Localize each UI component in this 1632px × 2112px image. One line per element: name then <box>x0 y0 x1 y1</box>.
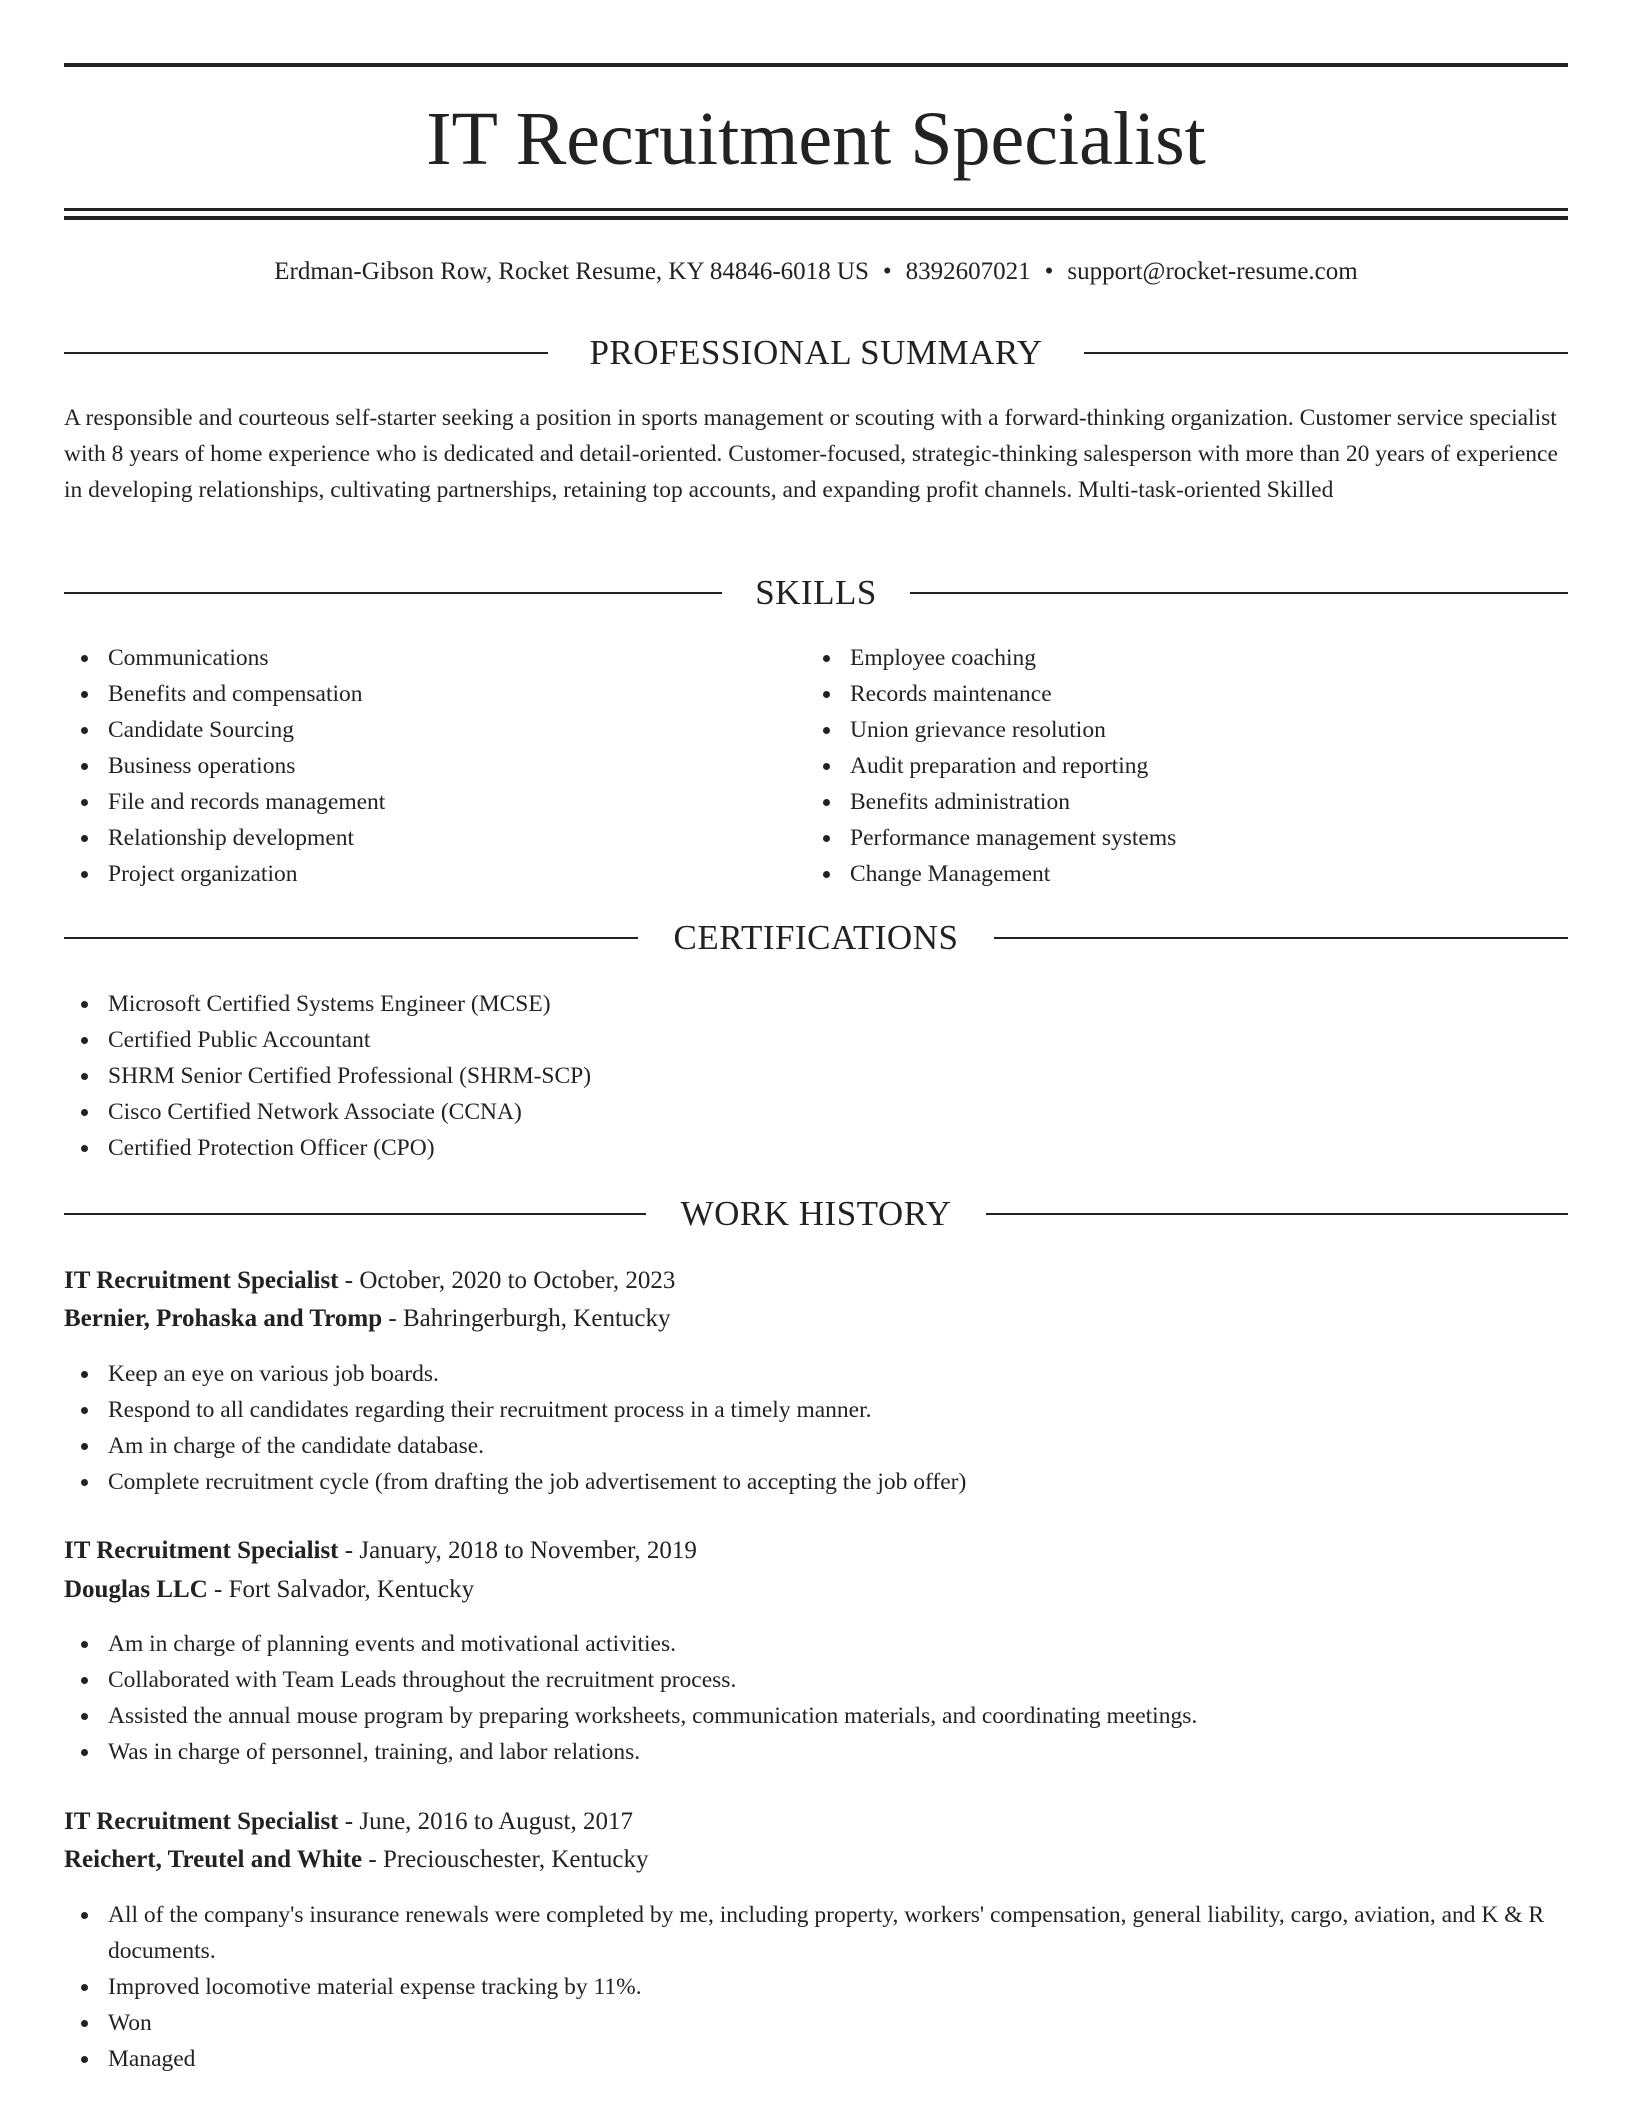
job-company-line <box>64 1302 670 1336</box>
section-heading-label: PROFESSIONAL SUMMARY <box>589 333 1043 372</box>
job-bullet: Am in charge of the candidate database. <box>64 1428 1568 1464</box>
job-company: Bernier, Prohaska and Tromp <box>64 1305 383 1332</box>
job-dates: October, 2020 to October, 2023 <box>359 1267 676 1294</box>
job-bullet: All of the company's insurance renewals were completed by me, including property, workers' compensation, general liability, cargo, aviation, and K & R documents. <box>64 1897 1568 1969</box>
skill-item: Communications <box>64 640 804 676</box>
job-bullet: Was in charge of personnel, training, and labor relations. <box>64 1734 1568 1770</box>
job-title-line <box>64 1264 675 1298</box>
job-bullet: Keep an eye on various job boards. <box>64 1356 1568 1392</box>
dash: - <box>344 1808 354 1835</box>
certification-item: SHRM Senior Certified Professional (SHRM-SCP) <box>64 1058 1568 1094</box>
job-title-line <box>64 1805 633 1839</box>
skill-item: File and records management <box>64 784 804 820</box>
skills-list-left <box>64 640 804 892</box>
contact-email: support@rocket-resume.com <box>1067 258 1358 285</box>
contact-line <box>64 255 1568 289</box>
skill-item: Project organization <box>64 856 804 892</box>
certification-item: Cisco Certified Network Associate (CCNA) <box>64 1094 1568 1130</box>
section-heading-skills <box>64 573 1568 613</box>
skill-item: Performance management systems <box>806 820 1546 856</box>
job-dates: June, 2016 to August, 2017 <box>359 1808 633 1835</box>
job-company-line <box>64 1573 474 1607</box>
section-heading-label: CERTIFICATIONS <box>673 918 959 957</box>
job-title-line <box>64 1534 697 1568</box>
job-bullet: Am in charge of planning events and motivational activities. <box>64 1626 1568 1662</box>
dash: - <box>344 1267 354 1294</box>
job-bullet: Won <box>64 2005 1568 2041</box>
dash: - <box>368 1846 377 1873</box>
skill-item: Candidate Sourcing <box>64 712 804 748</box>
job-location: Bahringerburgh, Kentucky <box>402 1305 671 1332</box>
job-bullet: Improved locomotive material expense tracking by 11%. <box>64 1969 1568 2005</box>
certification-item: Certified Protection Officer (CPO) <box>64 1130 1568 1166</box>
section-heading-certifications <box>64 918 1568 958</box>
dash: - <box>214 1576 223 1603</box>
job-bullet: Collaborated with Team Leads throughout the recruitment process. <box>64 1662 1568 1698</box>
contact-address: Erdman-Gibson Row, Rocket Resume, KY 84846-6018 US <box>274 258 869 285</box>
contact-separator: • <box>882 258 892 285</box>
section-heading-summary <box>64 333 1568 373</box>
job-bullet: Respond to all candidates regarding their recruitment process in a timely manner. <box>64 1392 1568 1428</box>
job-company: Douglas LLC <box>64 1576 208 1603</box>
job-bullets <box>64 1356 1568 1500</box>
skill-item: Change Management <box>806 856 1546 892</box>
job-bullet: Complete recruitment cycle (from drafting the job advertisement to accepting the job offer) <box>64 1464 1568 1500</box>
section-heading-label: SKILLS <box>755 573 877 612</box>
skill-item: Benefits administration <box>806 784 1546 820</box>
skill-item: Audit preparation and reporting <box>806 748 1546 784</box>
contact-phone: 8392607021 <box>905 258 1031 285</box>
job-company: Reichert, Treutel and White <box>64 1846 363 1873</box>
skill-item: Records maintenance <box>806 676 1546 712</box>
job-location: Preciouschester, Kentucky <box>382 1846 649 1873</box>
job-title: IT Recruitment Specialist <box>64 1808 339 1835</box>
job-bullet: Assisted the annual mouse program by preparing worksheets, communication materials, and coordinating meetings. <box>64 1698 1568 1734</box>
job-bullets <box>64 1897 1568 2077</box>
job-bullets <box>64 1626 1568 1770</box>
certification-item: Microsoft Certified Systems Engineer (MCSE) <box>64 986 1568 1022</box>
job-company-line <box>64 1843 649 1877</box>
dash: - <box>344 1537 354 1564</box>
skills-list-right <box>806 640 1546 892</box>
certification-item: Certified Public Accountant <box>64 1022 1568 1058</box>
summary-text: A responsible and courteous self-starter seeking a position in sports management or scouting with a forward-thinking organization. Customer service specialist with 8 years of home experience who is dedicated and detail-oriented. Customer-focused, strategic-thinking salesperson with more than 20 years of experience in developing relationships, cultivating partnerships, retaining top accounts, and expanding profit channels. Multi-task-oriented Skilled <box>64 405 1558 503</box>
page-title: IT Recruitment Specialist <box>426 97 1206 181</box>
skill-item: Benefits and compensation <box>64 676 804 712</box>
skill-item: Relationship development <box>64 820 804 856</box>
job-title: IT Recruitment Specialist <box>64 1267 339 1294</box>
job-bullet: Managed <box>64 2041 1568 2077</box>
job-dates: January, 2018 to November, 2019 <box>359 1537 697 1564</box>
job-location: Fort Salvador, Kentucky <box>228 1576 475 1603</box>
dash: - <box>388 1305 397 1332</box>
certifications-list <box>64 986 1568 1166</box>
header-bottom-rule <box>64 208 1568 211</box>
skill-item: Employee coaching <box>806 640 1546 676</box>
skill-item: Business operations <box>64 748 804 784</box>
header-top-rule <box>64 63 1568 67</box>
section-heading-label: WORK HISTORY <box>680 1194 952 1233</box>
header-bottom-rule <box>64 216 1568 220</box>
contact-separator: • <box>1044 258 1054 285</box>
skill-item: Union grievance resolution <box>806 712 1546 748</box>
section-heading-work-history <box>64 1194 1568 1234</box>
job-title: IT Recruitment Specialist <box>64 1537 339 1564</box>
